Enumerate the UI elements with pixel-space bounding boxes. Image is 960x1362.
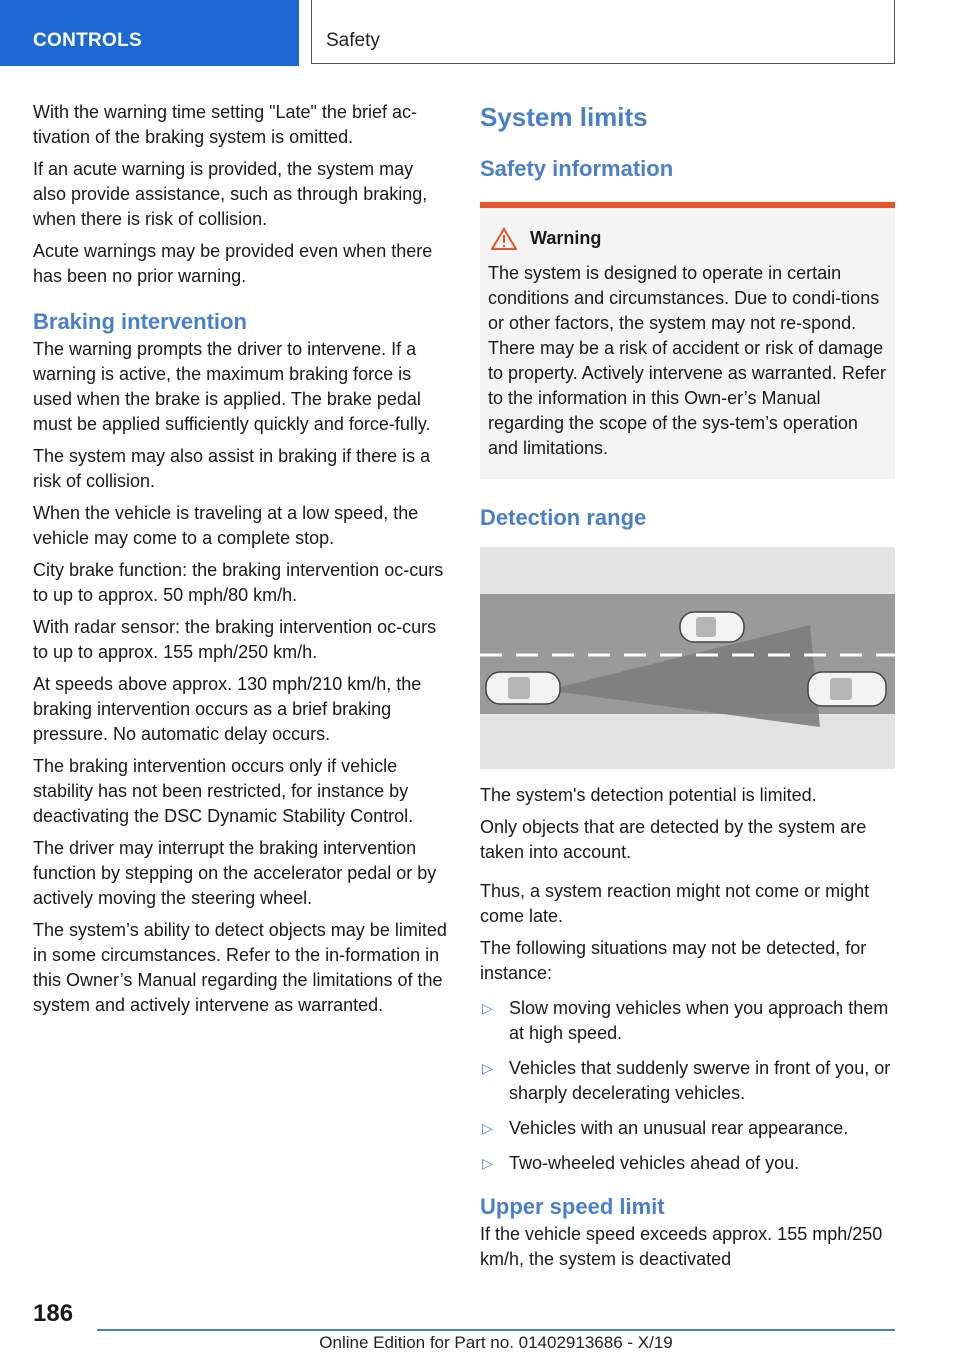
paragraph: With radar sensor: the braking intervention oc-curs to up to approx. 155 mph/250 km/h. bbox=[33, 617, 437, 662]
safety-information-heading: Safety information bbox=[480, 156, 674, 181]
paragraph: The following situations may not be detected, for instance: bbox=[480, 938, 867, 983]
paragraph: Acute warnings may be provided even when there has been no prior warning. bbox=[33, 241, 433, 286]
paragraph: At speeds above approx. 130 mph/210 km/h, the braking intervention occurs as a brief braking pressure. No automatic delay occurs. bbox=[33, 674, 422, 744]
upper-speed-limit-heading: Upper speed limit bbox=[480, 1194, 665, 1219]
chapter-title: Safety bbox=[311, 0, 895, 64]
limits-list bbox=[480, 996, 895, 1176]
warning-title: Warning bbox=[530, 228, 602, 248]
braking-intervention-heading: Braking intervention bbox=[33, 309, 247, 334]
detection-range-heading: Detection range bbox=[480, 505, 647, 530]
edition-note: Online Edition for Part no. 01402913686 - X/19 bbox=[319, 1333, 673, 1352]
car-icon bbox=[486, 672, 560, 704]
list-item: ▷ Two-wheeled vehicles ahead of you. bbox=[480, 1151, 895, 1176]
triangle-bullet-icon: ▷ bbox=[482, 1120, 493, 1136]
car-icon bbox=[808, 672, 886, 706]
paragraph: If the vehicle speed exceeds approx. 155 mph/250 km/h, the system is deactivated bbox=[480, 1224, 883, 1269]
paragraph: The system may also assist in braking if there is a risk of collision. bbox=[33, 446, 431, 491]
paragraph: The system’s ability to detect objects may be limited in some circumstances. Refer to the in-formation in this Owner’s Manual regarding the limitations of the system and actively intervene as warranted. bbox=[33, 920, 447, 1015]
list-item: ▷ Slow moving vehicles when you approach them at high speed. bbox=[482, 998, 889, 1043]
triangle-bullet-icon: ▷ bbox=[482, 1000, 493, 1016]
warning-box bbox=[480, 202, 895, 479]
triangle-bullet-icon: ▷ bbox=[482, 1155, 493, 1171]
footer-divider bbox=[97, 1329, 895, 1331]
warning-text: The system is designed to operate in certain conditions and circumstances. Due to condi-tions or other factors, the system may not re-spond. There may be a risk of accident or risk of damage to property. Actively intervene as warranted. Refer to the information in this Own-er’s Manual regarding the scope of the sys-tem’s operation and limitations. bbox=[488, 263, 886, 458]
paragraph: The braking intervention occurs only if vehicle stability has not been restricted, for instance by deactivating the DSC Dynamic Stability Control. bbox=[33, 756, 414, 826]
paragraph: Only objects that are detected by the system are taken into account. bbox=[480, 817, 867, 862]
warning-title-row bbox=[488, 226, 887, 251]
paragraph: With the warning time setting "Late" the brief ac-tivation of the braking system is omitted. bbox=[33, 102, 417, 147]
right-column bbox=[480, 100, 895, 1279]
car-icon bbox=[680, 612, 744, 642]
detection-range-illustration bbox=[480, 547, 895, 769]
paragraph: When the vehicle is traveling at a low speed, the vehicle may come to a complete stop. bbox=[33, 503, 419, 548]
section-tab: CONTROLS bbox=[0, 0, 299, 66]
paragraph: The system's detection potential is limited. bbox=[480, 785, 817, 805]
paragraph: The warning prompts the driver to intervene. If a warning is active, the maximum braking force is used when the brake is applied. The brake pedal must be applied sufficiently quickly and force-fully. bbox=[33, 339, 431, 434]
warning-triangle-icon bbox=[490, 227, 518, 251]
page-header bbox=[0, 0, 960, 66]
paragraph: The driver may interrupt the braking intervention function by stepping on the accelerator pedal or by actively moving the steering wheel. bbox=[33, 838, 437, 908]
paragraph: City brake function: the braking intervention oc-curs to up to approx. 50 mph/80 km/h. bbox=[33, 560, 444, 605]
page-number: 186 bbox=[33, 1300, 74, 1327]
list-item: ▷ Vehicles with an unusual rear appearance. bbox=[480, 1116, 895, 1141]
list-item: ▷ Vehicles that suddenly swerve in front of you, or sharply decelerating vehicles. bbox=[482, 1058, 891, 1103]
system-limits-heading: System limits bbox=[480, 102, 648, 132]
triangle-bullet-icon: ▷ bbox=[482, 1060, 493, 1076]
paragraph: If an acute warning is provided, the system may also provide assistance, such as through braking, when there is risk of collision. bbox=[33, 159, 428, 229]
paragraph: Thus, a system reaction might not come or might come late. bbox=[480, 881, 870, 926]
left-column bbox=[33, 100, 447, 1025]
